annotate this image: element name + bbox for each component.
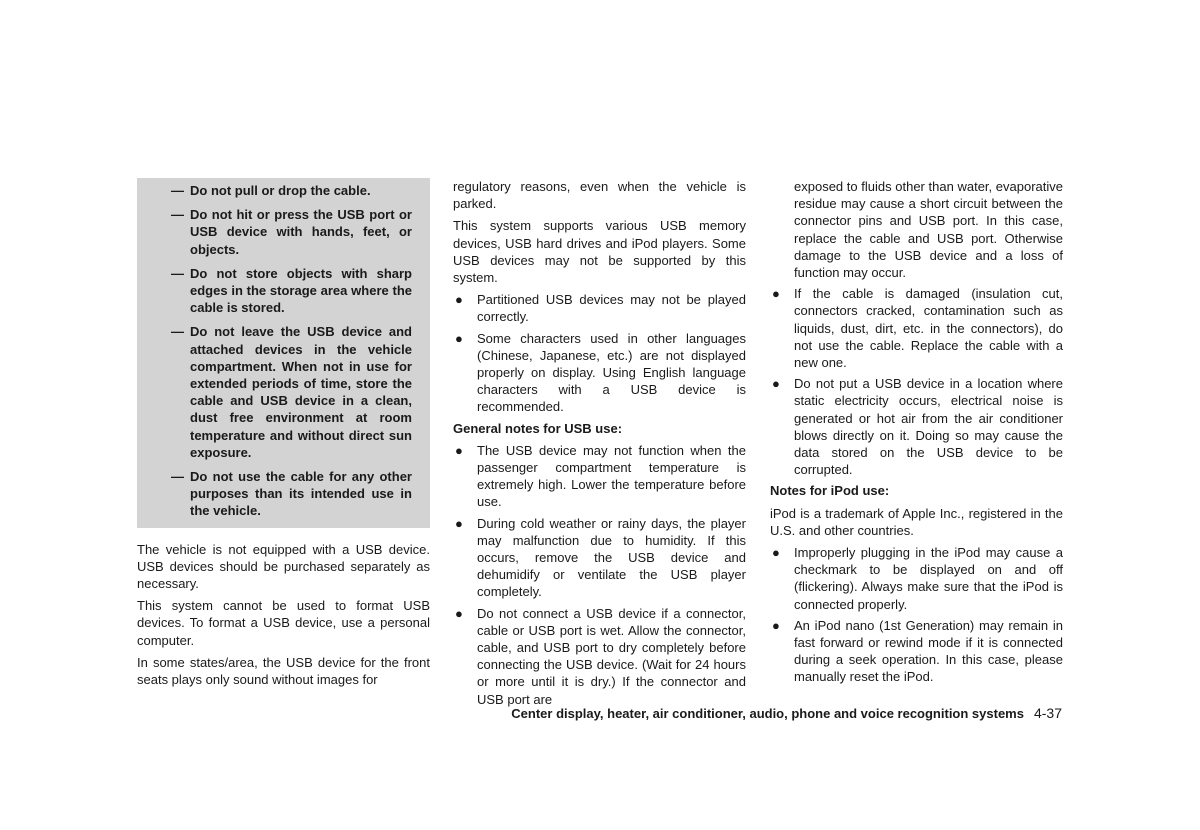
footer-section-title: Center display, heater, air conditioner, audio, phone and voice recognition systems (511, 706, 1024, 721)
dash-glyph: — (171, 324, 184, 340)
bullet-icon: ● (455, 515, 463, 531)
paragraph: In some states/area, the USB device for the front seats plays only sound without images for (137, 654, 430, 688)
dash-glyph: — (171, 207, 184, 223)
continued-paragraph: exposed to fluids other than water, evaporative residue may cause a short circuit between the connector pins and USB port. In this case, replace the cable and USB port. Otherwise damage to the USB device and a loss of function may occur. (794, 179, 1063, 281)
section-heading: General notes for USB use: (453, 420, 623, 436)
list-item: ● Some characters used in other languages (Chinese, Japanese, etc.) are not displayed properly on display. Using English language characters with a USB device is recommended. (455, 330, 746, 415)
dash-glyph: — (171, 469, 184, 485)
paragraph: The vehicle is not equipped with a USB device. USB devices should be purchased separately as necessary. (137, 541, 430, 592)
list-item: ● The USB device may not function when the passenger compartment temperature is extremely high. Lower the temperature before use. (455, 442, 746, 510)
bullet-icon: ● (772, 376, 780, 392)
paragraph: regulatory reasons, even when the vehicle is parked. (453, 179, 746, 212)
warning-box (137, 178, 430, 528)
bullet-icon: ● (455, 442, 463, 458)
bullet-list (770, 285, 1063, 478)
dash-glyph: — (171, 183, 184, 198)
paragraph: This system supports various USB memory devices, USB hard drives and iPod players. Some USB devices may not be supported by this system. (453, 218, 746, 286)
bullet-icon: ● (455, 605, 463, 621)
warning-item: — Do not store objects with sharp edges in the storage area where the cable is stored. (171, 265, 412, 316)
warning-item: — Do not pull or drop the cable. (171, 183, 371, 198)
list-item: ● During cold weather or rainy days, the player may malfunction due to humidity. If this occurs, remove the USB device and dehumidify or ventilate the USB player completely. (455, 515, 746, 600)
bullet-icon: ● (455, 330, 463, 346)
list-item: ● An iPod nano (1st Generation) may remain in fast forward or rewind mode if it is connected during a seek operation. In this case, please manually reset the iPod. (772, 617, 1063, 685)
bullet-icon: ● (772, 286, 780, 302)
column-right (770, 178, 1063, 690)
warning-item: — Do not hit or press the USB port or USB device with hands, feet, or objects. (171, 207, 412, 257)
section-heading: Notes for iPod use: (770, 483, 890, 499)
column-middle (453, 178, 746, 712)
page-footer (511, 705, 1062, 721)
warning-item: — Do not use the cable for any other purposes than its intended use in the vehicle. (171, 469, 412, 519)
list-item: ● If the cable is damaged (insulation cut, connectors cracked, contamination such as liquids, dust, dirt, etc. in the connectors), do not use the cable. Replace the cable with a new one. (772, 286, 1063, 371)
bullet-list (453, 291, 746, 415)
warning-item: — Do not leave the USB device and attached devices in the vehicle compartment. When not in use for extended periods of time, store the cable and USB device in a clean, dust free environment at room temperature and without direct sun exposure. (171, 324, 412, 460)
bullet-icon: ● (455, 292, 463, 308)
list-item: ● Do not put a USB device in a location where static electricity occurs, electrical noise is generated or hot air from the air conditioner blows directly on it. Doing so may cause the data stored on the USB device to be corrupted. (772, 376, 1063, 478)
column-left (137, 178, 430, 693)
list-item: ● Do not connect a USB device if a connector, cable or USB port is wet. Allow the connector, cable, and USB port to dry completely before connecting the USB device. (Wait for 24 hours or more until it is dry.) If the connector and USB port are (455, 605, 746, 707)
paragraph: iPod is a trademark of Apple Inc., registered in the U.S. and other countries. (770, 505, 1063, 538)
page-number: 4-37 (1033, 705, 1062, 721)
bullet-icon: ● (772, 545, 780, 561)
list-item: ● Partitioned USB devices may not be played correctly. (455, 292, 746, 325)
bullet-icon: ● (772, 617, 780, 633)
dash-glyph: — (171, 265, 184, 281)
paragraph: This system cannot be used to format USB devices. To format a USB device, use a personal computer. (137, 598, 430, 648)
list-item: ● Improperly plugging in the iPod may cause a checkmark to be displayed on and off (flickering). Always make sure that the iPod is connected properly. (772, 545, 1063, 612)
bullet-list (453, 442, 746, 708)
bullet-list (770, 544, 1063, 686)
